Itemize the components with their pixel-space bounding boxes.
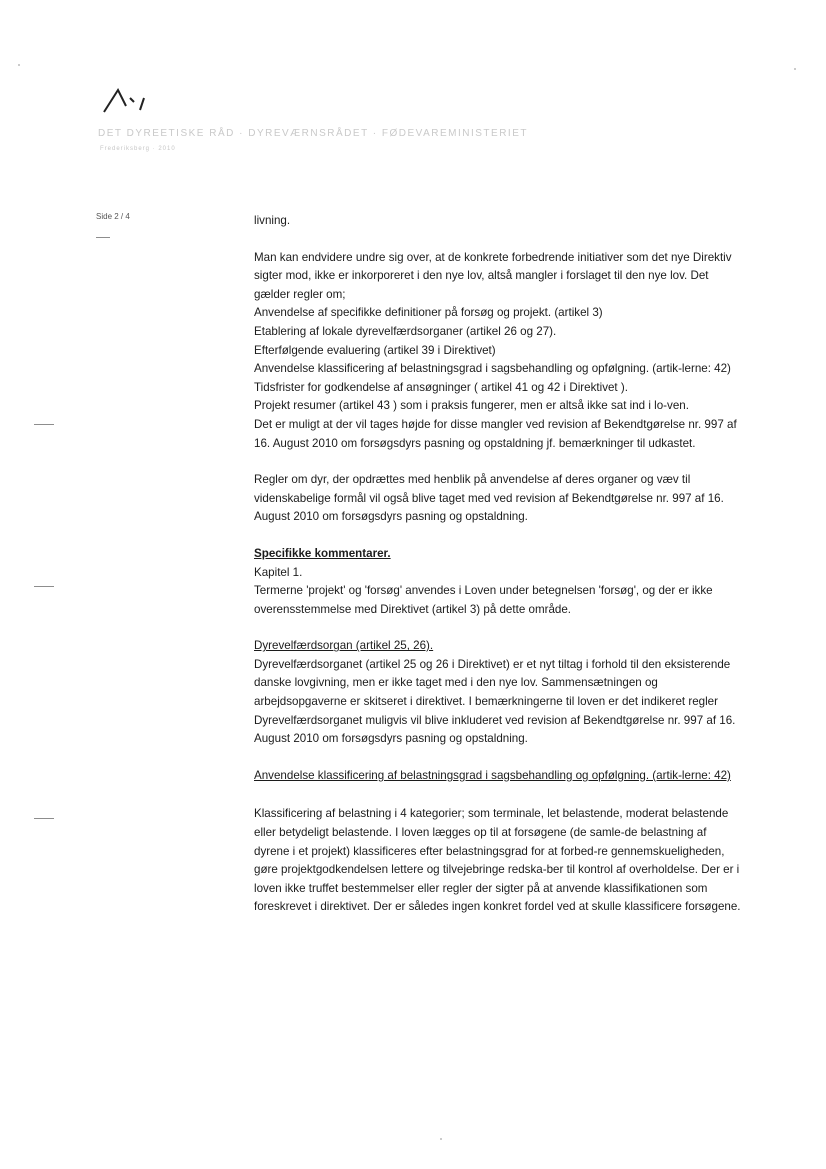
list-item: Efterfølgende evaluering (artikel 39 i Direktivet) [254,343,496,357]
paragraph-muligt: Det er muligt at der vil tages højde for disse mangler ved revision af Bekendtgørelse nr. 997 af 16. August 2010 om forsøgsdyrs pasning og opstaldning jf. bemærkninger til udkastet. [254,417,737,450]
paragraph-regler: Regler om dyr, der opdrættes med henblik på anvendelse af deres organer og væv til videnskabelige formål vil også blive taget med ved revision af Bekendtgørelse nr. 997 af 16. August 2010 om forsøgsdyrs pasning og opstaldning. [254,473,724,524]
scan-speck [794,68,796,70]
paragraph-klassificering: Klassificering af belastning i 4 kategorier; som terminale, let belastende, moderat belastende eller betydeligt belastende. I loven lægges op til at forsøgene (de samle-de belastning af dyrene i et projekt) klassificeres efter belastningsgrad for at forbed-re gennemskueligheden, gøre projektgodkendelsen lettere og tilvejebringe redska-ber til kontrol af overholdelse. Der er i loven ikke truffet bestemmelser eller regler der sigter på at anvende klassifikationen som foreskrevet i direktivet. Der er således ingen konkret fordel ved at skulle klassificere forsøgene. [254,807,741,914]
list-item: Anvendelse klassificering af belastningsgrad i sagsbehandling og opfølgning. (artik-lerne: 42) [254,362,731,376]
scan-speck [18,64,20,66]
section-heading-specifikke: Specifikke kommentarer. [254,546,391,560]
scan-speck [440,1138,442,1140]
margin-mark [34,424,54,425]
list-item: Tidsfrister for godkendelse af ansøgninger ( artikel 41 og 42 i Direktivet ). [254,380,628,394]
paragraph-intro: Man kan endvidere undre sig over, at de konkrete forbedrende initiativer som det nye Direktiv sigter mod, ikke er inkorporeret i den nye lov, altså mangler i forslaget til den nye lov. Det gælder regler om; [254,250,732,301]
list-item: Etablering af lokale dyrevelfærdsorganer (artikel 26 og 27). [254,324,557,338]
letterhead-text: DET DYREETISKE RÅD · DYREVÆRNSRÅDET · FØDEVAREMINISTERIET [98,128,528,139]
paragraph-termerne: Termerne 'projekt' og 'forsøg' anvendes i Loven under betegnelsen 'forsøg', og der er ikke overensstemmelse med Direktivet (artikel 3) på dette område. [254,584,713,616]
margin-mark [34,818,54,819]
list-item: Anvendelse af specifikke definitioner på forsøg og projekt. (artikel 3) [254,306,603,320]
letterhead-subtext: Frederiksberg · 2010 [100,146,176,152]
paragraph-dyrevelfaerd: Dyrevelfærdsorganet (artikel 25 og 26 i Direktivet) er et nyt tiltag i forhold til den eksisterende danske lovgivning, men er ikke taget med i den nye lov. Sammensætningen og arbejdsopgaverne er skitseret i direktivet. I bemærkningerne til loven er det indikeret regler Dyrevelfærdsorganet muligvis vil blive inkluderet ved revision af Bekendtgørelse nr. 997 af 16. August 2010 om forsøgsdyrs pasning og opstaldning. [254,657,736,746]
logo [100,78,164,123]
chapter-label: Kapitel 1. [254,565,303,579]
margin-mark [96,237,110,238]
margin-mark [34,586,54,587]
list-item: Projekt resumer (artikel 43 ) som i praksis fungerer, men er altså ikke sat ind i lo-ven. [254,399,689,413]
paragraph-continuation: livning. [254,214,291,227]
section-heading-dyrevelfaerd: Dyrevelfærdsorgan (artikel 25, 26). [254,639,434,653]
page-reference: Side 2 / 4 [96,212,130,221]
letter-body [254,212,744,917]
section-heading-anvendelse: Anvendelse klassificering af belastningsgrad i sagsbehandling og opfølgning. (artik-lerne: 42) [254,768,731,782]
